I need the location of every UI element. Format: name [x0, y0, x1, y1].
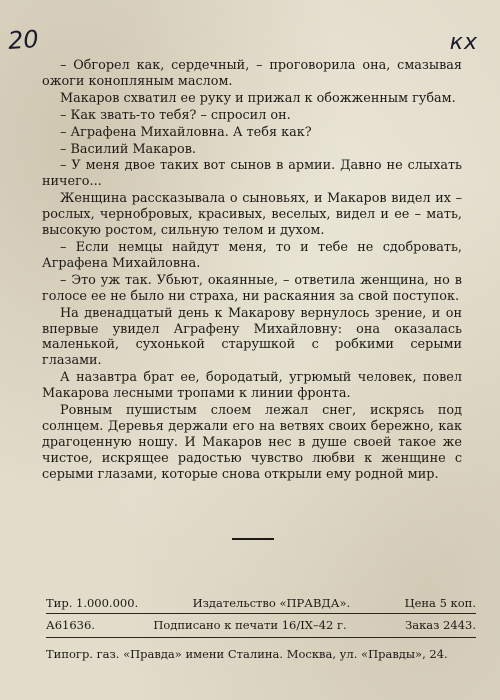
- imprint-rule: [46, 637, 476, 638]
- imprint-rule: [46, 613, 476, 614]
- print-run: Тир. 1.000.000.: [46, 596, 139, 610]
- handwritten-page-number: 20: [7, 24, 40, 56]
- order-number: Заказ 2443.: [405, 618, 476, 632]
- paragraph: – Это уж так. Убьют, окаянные, – ответила женщина, но в голосе ее не было ни страха, ни раскаяния за свой поступок.: [42, 272, 462, 304]
- paragraph: – У меня двое таких вот сынов в армии. Давно не слыхать ничего...: [42, 158, 462, 190]
- paragraph: – Обгорел как, сердечный, – проговорила она, смазывая ожоги конопляным маслом.: [42, 58, 462, 89]
- story-text: [42, 58, 462, 484]
- section-divider: [232, 538, 274, 540]
- paragraph: Макаров схватил ее руку и прижал к обожженным губам.: [60, 90, 456, 106]
- signed-date: Подписано к печати 16/IX–42 г.: [153, 618, 347, 632]
- imprint-row-1: [46, 596, 476, 610]
- printer-info: Типогр. газ. «Правда» имени Сталина. Москва, ул. «Правды», 24.: [46, 647, 448, 661]
- paragraph: Женщина рассказывала о сыновьях, и Макаров видел их – рослых, чернобровых, красивых, веселых, видел и ее – мать, высокую ростом, сильную телом и духом.: [42, 191, 462, 239]
- publisher: Издательство «ПРАВДА».: [192, 596, 351, 610]
- imprint-row-2: [46, 618, 476, 632]
- paragraph: Ровным пушистым слоем лежал снег, искрясь под солнцем. Деревья держали его на ветвях своих бережно, как драгоценную ношу. И Макаров нес в душе своей такое же чистое, искрящее радостью чувство любви к женщине с серыми глазами, которые снова открыли ему родной мир.: [42, 403, 462, 482]
- paragraph: – Аграфена Михайловна. А тебя как?: [60, 124, 312, 140]
- handwritten-mark: кх: [449, 30, 478, 55]
- price: Цена 5 коп.: [404, 596, 476, 610]
- paragraph: – Если немцы найдут меня, то и тебе не сдобровать, Аграфена Михайловна.: [42, 239, 462, 271]
- paragraph: – Василий Макаров.: [60, 141, 196, 157]
- paragraph: А назавтра брат ее, бородатый, угрюмый человек, повел Макарова лесными тропами к линии фронта.: [42, 370, 462, 402]
- paragraph: – Как звать-то тебя? – спросил он.: [60, 107, 291, 123]
- paragraph: На двенадцатый день к Макарову вернулось зрение, и он впервые увидел Аграфену Михайловну: она оказалась маленькой, сухонькой старушкой с робкими серыми глазами.: [42, 305, 462, 369]
- censor-code: А61636.: [46, 618, 95, 632]
